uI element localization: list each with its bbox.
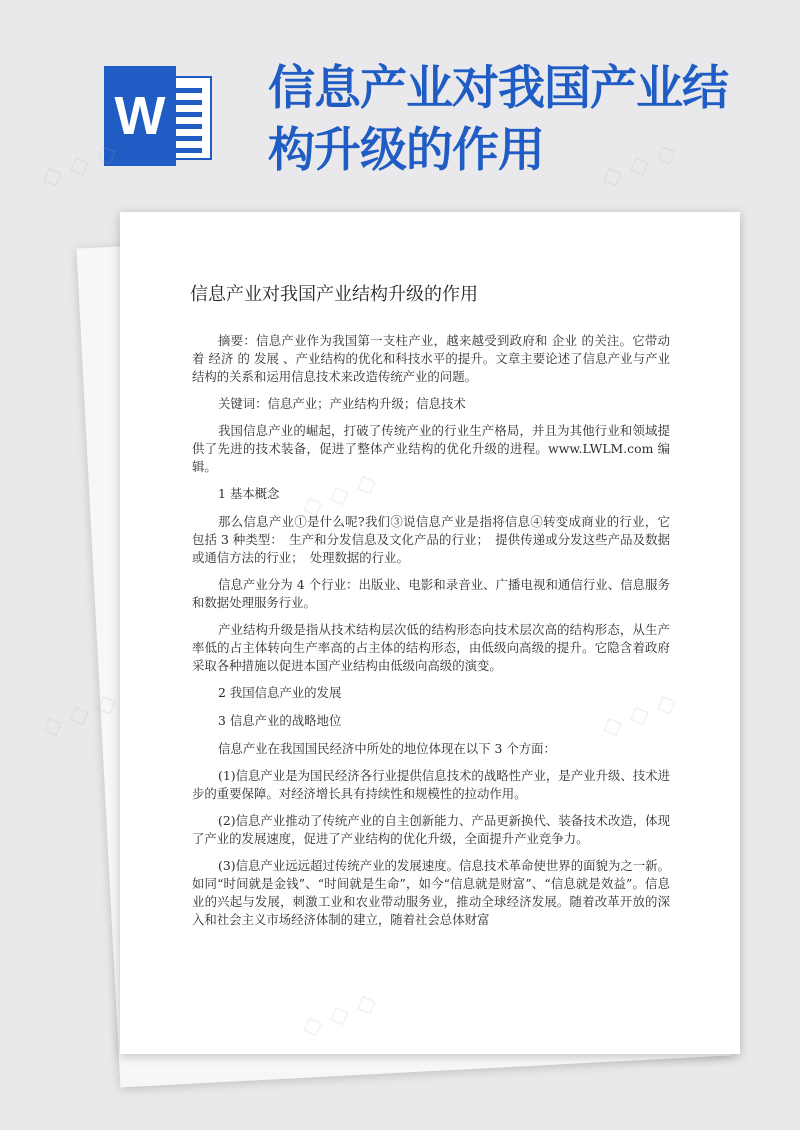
document-page	[120, 212, 740, 1054]
body-paragraph: 那么信息产业①是什么呢?我们③说信息产业是指将信息④转变成商业的行业，它包括 3 种类型： 生产和分发信息及文化产品的行业； 提供传递或分发这些产品及数据或通信方法的行业； 处理数据的行业。	[192, 514, 670, 565]
body-paragraph: 我国信息产业的崛起，打破了传统产业的行业生产格局，并且为其他行业和领域提供了先进的技术装备，促进了整体产业结构的优化升级的进程。www.LWLM.com 编辑。	[192, 423, 670, 474]
word-document-icon	[104, 66, 216, 166]
section-heading: 1 基本概念	[218, 486, 280, 501]
section-heading: 3 信息产业的战略地位	[218, 713, 342, 728]
watermark: ◇ ◇ ◇	[37, 686, 121, 744]
body-paragraph: 信息产业在我国国民经济中所处的地位体现在以下 3 个方面：	[218, 741, 556, 756]
document-title: 信息产业对我国产业结构升级的作用	[190, 284, 478, 305]
keywords-paragraph: 关键词：信息产业；产业结构升级；信息技术	[218, 396, 466, 411]
document-content	[192, 280, 670, 938]
page-title: 信息产业对我国产业结构升级的作用	[268, 61, 728, 178]
abstract-paragraph: 摘要：信息产业作为我国第一支柱产业，越来越受到政府和 企业 的关注。它带动着 经济 的 发展 、产业结构的优化和科技水平的提升。文章主要论述了信息产业与产业结构的关系和运用信息技术来改造传统产业的问题。	[192, 333, 670, 384]
watermark: ◇ ◇ ◇	[37, 136, 121, 194]
body-paragraph: 信息产业分为 4 个行业：出版业、电影和录音业、广播电视和通信行业、信息服务和数据处理服务行业。	[192, 577, 670, 610]
watermark: ◇ ◇ ◇	[597, 136, 681, 194]
list-paragraph: (1)信息产业是为国民经济各行业提供信息技术的战略性产业，是产业升级、技术进步的重要保障。对经济增长具有持续性和规模性的拉动作用。	[192, 768, 670, 801]
body-paragraph: 产业结构升级是指从技术结构层次低的结构形态向技术层次高的结构形态，从生产率低的占主体转向生产率高的占主体的结构形态，由低级向高级的提升。它隐含着政府采取各种措施以促进本国产业结构由低级向高级的演变。	[192, 622, 670, 673]
list-paragraph: (2)信息产业推动了传统产业的自主创新能力、产品更新换代、装备技术改造，体现了产业的发展速度，促进了产业结构的优化升级，全面提升产业竞争力。	[192, 813, 670, 846]
section-heading: 2 我国信息产业的发展	[218, 685, 342, 700]
word-letter: W	[104, 66, 176, 166]
list-paragraph: (3)信息产业远远超过传统产业的发展速度。信息技术革命使世界的面貌为之一新。如同“时间就是金钱”、“时间就是生命”，如今“信息就是财富”、“信息就是效益”。信息业的兴起与发展，刺激工业和农业带动服务业，推动全球经济发展。随着改革开放的深入和社会主义市场经济体制的建立，随着社会总体财富	[192, 858, 670, 927]
